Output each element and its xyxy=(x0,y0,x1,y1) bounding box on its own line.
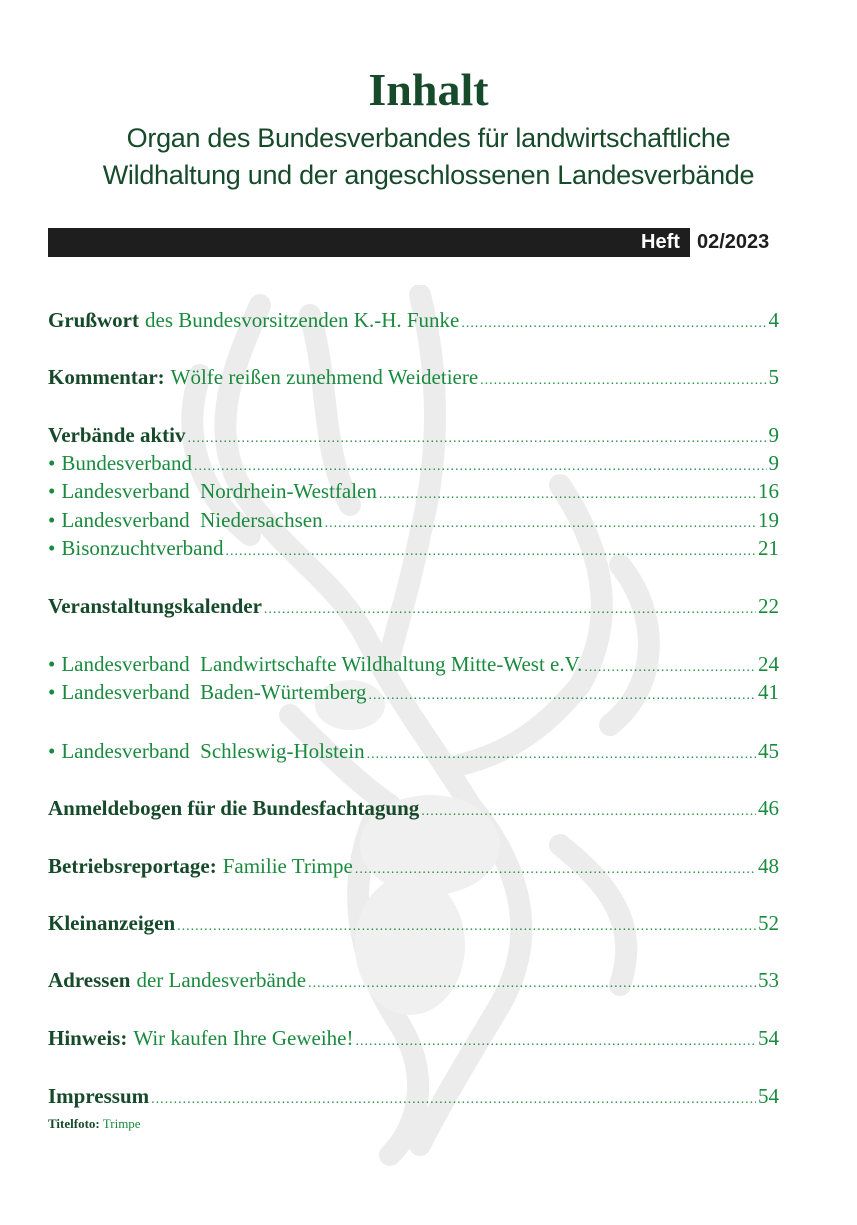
toc-entry-veranstaltungskalender[interactable] xyxy=(48,593,779,619)
bullet-icon: • xyxy=(48,536,56,560)
toc-entry-adressen[interactable] xyxy=(48,967,779,993)
toc-entry-hinweis[interactable] xyxy=(48,1025,779,1051)
toc-entry-text: Landesverband Schleswig-Holstein xyxy=(61,739,365,763)
toc-entry-heading: Kommentar xyxy=(48,365,158,389)
toc-entry-heading: Betriebsreportage: xyxy=(48,854,217,878)
toc-entry-text: Landesverband Nordrhein-Westfalen xyxy=(61,479,377,503)
toc-page-number: 19 xyxy=(758,508,779,532)
bullet-icon: • xyxy=(48,680,56,704)
toc-entry-text: Landesverband Niedersachsen xyxy=(61,508,323,532)
toc-page-number: 54 xyxy=(758,1084,779,1108)
toc-page-number: 41 xyxy=(758,680,779,704)
toc-entry-heading: Hinweis: xyxy=(48,1026,128,1050)
toc-page-number: 24 xyxy=(758,652,779,676)
leader-dots xyxy=(308,971,756,997)
leader-dots xyxy=(421,799,756,825)
leader-dots xyxy=(264,597,756,623)
toc-entry-verbaende-aktiv[interactable] xyxy=(48,422,779,448)
leader-dots xyxy=(188,426,767,452)
toc-entry-betriebsreportage[interactable] xyxy=(48,853,779,879)
leader-dots xyxy=(355,1029,756,1055)
toc-entry-grusswort[interactable] xyxy=(48,307,779,333)
bullet-icon: • xyxy=(48,451,56,475)
toc-entry-kommentar[interactable] xyxy=(48,364,779,390)
toc-page-number: 52 xyxy=(758,911,779,935)
photo-credit-label: Titelfoto: xyxy=(48,1116,100,1131)
toc-entry-anmeldebogen[interactable] xyxy=(48,795,779,821)
toc-subentry-nrw[interactable] xyxy=(48,478,779,504)
toc-entry-text: Wölfe reißen zunehmend Weidetiere xyxy=(170,365,479,389)
toc-page-number: 54 xyxy=(758,1026,779,1050)
toc-entry-heading: Anmeldebogen für die Bundesfachtagung xyxy=(48,796,420,820)
toc-subentry-bundesverband[interactable] xyxy=(48,450,779,476)
leader-dots xyxy=(325,511,756,537)
leader-dots xyxy=(461,311,766,337)
toc-entry-text: des Bundesvorsitzenden K.-H. Funke xyxy=(145,308,460,332)
leader-dots xyxy=(225,539,756,565)
toc-entry-text: Landesverband Baden-Würtemberg xyxy=(61,680,367,704)
bullet-icon: • xyxy=(48,508,56,532)
toc-entry-text: Familie Trimpe xyxy=(222,854,353,878)
toc-page-number: 22 xyxy=(758,594,779,618)
toc-entry-text: Bundesverband xyxy=(61,451,192,475)
toc-subentry-niedersachsen[interactable] xyxy=(48,507,779,533)
toc-entry-separator: : xyxy=(157,365,165,389)
toc-entry-heading: Veranstaltungskalender xyxy=(48,594,262,618)
photo-credit-value: Trimpe xyxy=(102,1116,141,1131)
toc-entry-heading: Adressen xyxy=(48,968,131,992)
toc-page-number: 9 xyxy=(768,423,779,447)
toc-entry-heading: Verbände aktiv xyxy=(48,423,186,447)
leader-dots xyxy=(194,454,767,480)
photo-credit xyxy=(48,1116,141,1132)
toc-subentry-schleswig-holstein[interactable] xyxy=(48,738,779,764)
toc-page-number: 5 xyxy=(768,365,779,389)
issue-label: Heft xyxy=(641,231,680,253)
toc-page-number: 46 xyxy=(758,796,779,820)
leader-dots xyxy=(369,683,756,709)
issue-number: 02/2023 xyxy=(697,231,770,253)
subtitle-line: Organ des Bundesverbandes für landwirtschaftliche xyxy=(126,123,731,153)
toc-page-number: 53 xyxy=(758,968,779,992)
toc-page-number: 9 xyxy=(768,451,779,475)
publication-subtitle xyxy=(0,120,857,194)
bullet-icon: • xyxy=(48,479,56,503)
toc-entry-heading: Grußwort xyxy=(48,308,139,332)
toc-page-number: 21 xyxy=(758,536,779,560)
leader-dots xyxy=(151,1087,756,1113)
leader-dots xyxy=(367,742,756,768)
toc-page-number: 4 xyxy=(768,308,779,332)
toc-entry-text: Landesverband Landwirtschafte Wildhaltung Mitte-West e.V. xyxy=(61,652,583,676)
toc-page-number: 48 xyxy=(758,854,779,878)
page-title: Inhalt xyxy=(368,64,489,115)
toc-entry-heading: Kleinanzeigen xyxy=(48,911,176,935)
leader-dots xyxy=(584,655,756,681)
toc-page-number: 45 xyxy=(758,739,779,763)
toc-subentry-baden-wuertemberg[interactable] xyxy=(48,679,779,705)
leader-dots xyxy=(355,857,756,883)
toc-entry-text: Bisonzuchtverband xyxy=(61,536,224,560)
subtitle-line: Wildhaltung und der angeschlossenen Landesverbände xyxy=(102,160,755,190)
issue-bar xyxy=(48,228,690,257)
toc-entry-text: Wir kaufen Ihre Geweihe! xyxy=(133,1026,354,1050)
toc-subentry-mitte-west[interactable] xyxy=(48,651,779,677)
bullet-icon: • xyxy=(48,739,56,763)
toc-subentry-bisonzuchtverband[interactable] xyxy=(48,535,779,561)
bullet-icon: • xyxy=(48,652,56,676)
leader-dots xyxy=(379,482,756,508)
leader-dots xyxy=(177,914,756,940)
toc-entry-impressum[interactable] xyxy=(48,1083,779,1109)
toc-entry-heading: Impressum xyxy=(48,1084,150,1108)
toc-page-number: 16 xyxy=(758,479,779,503)
toc-entry-text: der Landesverbände xyxy=(136,968,307,992)
toc-entry-kleinanzeigen[interactable] xyxy=(48,910,779,936)
leader-dots xyxy=(480,368,766,394)
